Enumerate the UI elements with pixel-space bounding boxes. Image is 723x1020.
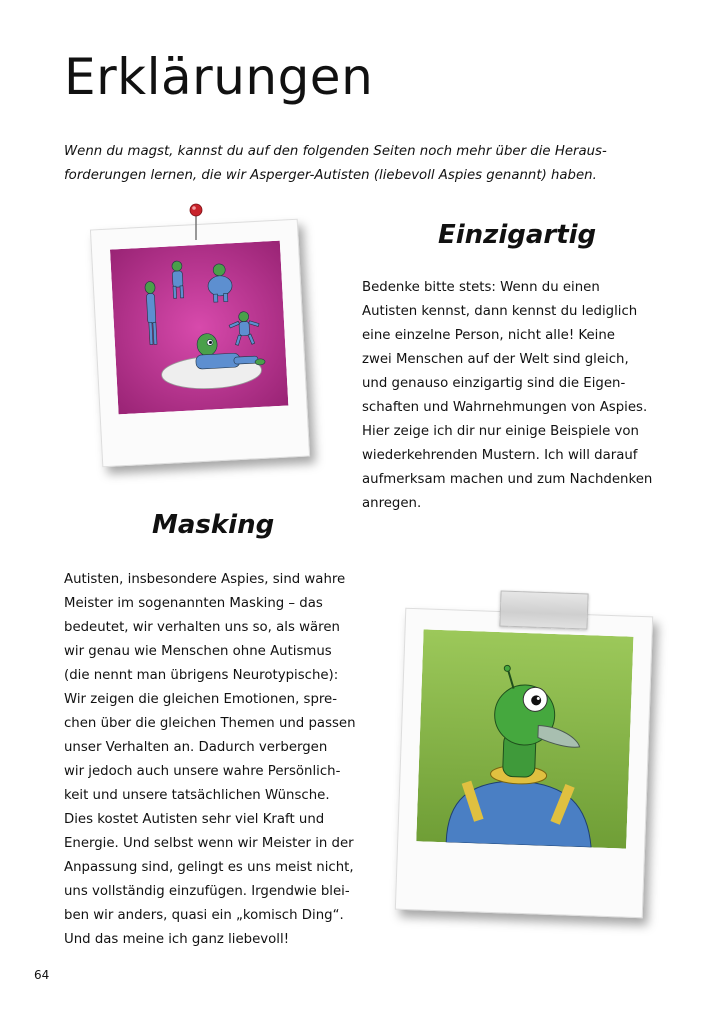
page-title: Erklärungen: [64, 48, 374, 106]
page-number: 64: [34, 968, 50, 982]
text-line: ben wir anders, quasi ein „komisch Ding“.: [64, 908, 344, 923]
text-line: keit und unsere tatsächlichen Wünsche.: [64, 788, 330, 803]
text-line: unser Verhalten an. Dadurch verbergen: [64, 740, 328, 755]
aliens-illustration: [110, 241, 288, 415]
pushpin-icon: [187, 202, 205, 242]
text-line: bedeutet, wir verhalten uns so, als wären: [64, 620, 340, 635]
text-line: Autisten, insbesondere Aspies, sind wahre: [64, 572, 346, 587]
text-line: Anpassung sind, gelingt es uns meist nicht,: [64, 860, 354, 875]
polaroid-duck-alien: [395, 608, 653, 918]
text-line: Dies kostet Autisten sehr viel Kraft und: [64, 812, 325, 827]
einzigartig-text: [362, 276, 662, 516]
text-line: wiederkehrenden Mustern. Ich will darauf: [362, 448, 638, 463]
text-line: Hier zeige ich dir nur einige Beispiele von: [362, 424, 639, 439]
text-line: schaften und Wahrnehmungen von Aspies.: [362, 400, 648, 415]
masking-text: [64, 568, 364, 952]
text-line: wir jedoch auch unsere wahre Persönlich-: [64, 764, 341, 779]
duck-alien-illustration: [416, 629, 633, 848]
text-line: Bedenke bitte stets: Wenn du einen: [362, 280, 600, 295]
text-line: zwei Menschen auf der Welt sind gleich,: [362, 352, 629, 367]
text-line: chen über die gleichen Themen und passen: [64, 716, 356, 731]
text-line: Autisten kennst, dann kennst du lediglich: [362, 304, 638, 319]
text-line: und genauso einzigartig sind die Eigen-: [362, 376, 626, 391]
text-line: wir genau wie Menschen ohne Autismus: [64, 644, 332, 659]
text-line: Meister im sogenannten Masking – das: [64, 596, 323, 611]
tape-strip: [499, 590, 588, 629]
text-line: eine einzelne Person, nicht alle! Keine: [362, 328, 615, 343]
masking-heading: Masking: [152, 510, 275, 540]
einzigartig-heading: Einzigartig: [438, 220, 597, 250]
intro-text: Wenn du magst, kannst du auf den folgenden Seiten noch mehr über die Heraus- forderungen lernen, die wir Asperger-Autisten (liebevoll Aspies genannt) haben.: [64, 144, 607, 183]
text-line: uns vollständig einzufügen. Irgendwie blei-: [64, 884, 350, 899]
text-line: anregen.: [362, 496, 422, 511]
text-line: (die nennt man übrigens Neurotypische):: [64, 668, 339, 683]
text-line: Wir zeigen die gleichen Emotionen, spre-: [64, 692, 338, 707]
polaroid-aliens: [90, 219, 310, 468]
text-line: Energie. Und selbst wenn wir Meister in der: [64, 836, 354, 851]
text-line: Und das meine ich ganz liebevoll!: [64, 932, 290, 947]
text-line: aufmerksam machen und zum Nachdenken: [362, 472, 653, 487]
